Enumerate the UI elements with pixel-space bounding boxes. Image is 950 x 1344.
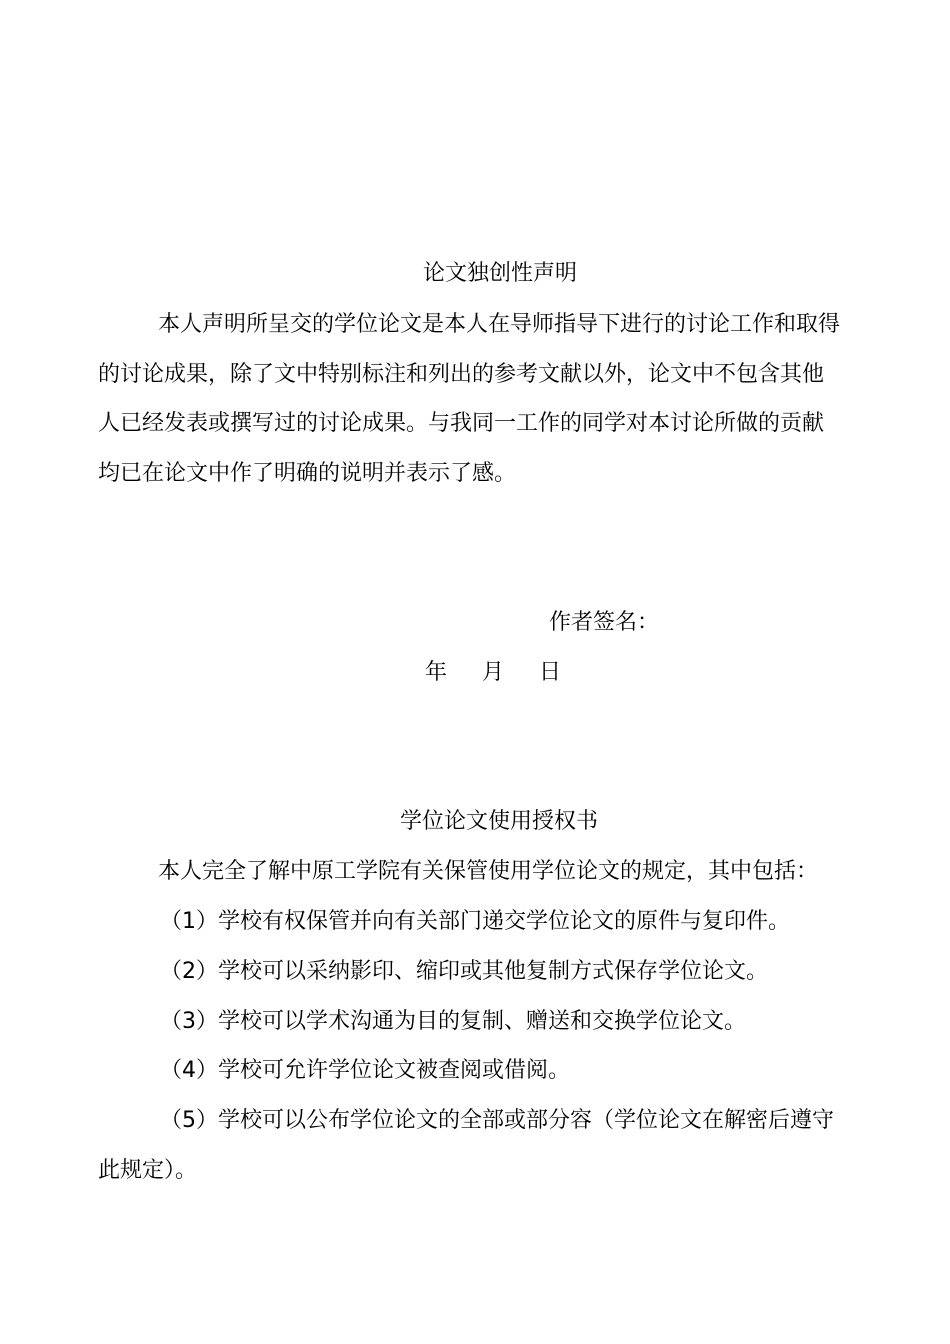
declaration-line-2: 的讨论成果，除了文中特别标注和列出的参考文献以外，论文中不包含其他 [98,362,825,387]
author-signature-label: 作者签名： [549,610,660,635]
authorization-item-4: （4）学校可允许学位论文被查阅或借阅。 [160,1058,570,1083]
declaration-title: 论文独创性声明 [423,261,578,286]
date-month: 月 [482,660,505,685]
date-day: 日 [539,660,562,685]
declaration-line-3: 人已经发表或撰写过的讨论成果。与我同一工作的同学对本讨论所做的贡献 [98,411,825,436]
declaration-line-1: 本人声明所呈交的学位论文是本人在导师指导下进行的讨论工作和取得 [158,312,841,337]
authorization-last-line: 此规定）。 [98,1158,198,1183]
authorization-intro: 本人完全了解中原工学院有关保管使用学位论文的规定，其中包括： [158,859,819,884]
declaration-line-4: 均已在论文中作了明确的说明并表示了感。 [98,461,517,486]
authorization-item-1: （1）学校有权保管并向有关部门递交学位论文的原件与复印件。 [160,909,790,934]
authorization-title: 学位论文使用授权书 [400,809,599,834]
date-year: 年 [425,660,448,685]
authorization-item-5: （5）学校可以公布学位论文的全部或部分容（学位论文在解密后遵守 [160,1108,834,1133]
authorization-item-2: （2）学校可以采纳影印、缩印或其他复制方式保存学位论文。 [160,959,768,984]
signature-date [425,658,561,688]
authorization-item-3: （3）学校可以学术沟通为目的复制、赠送和交换学位论文。 [160,1009,746,1034]
